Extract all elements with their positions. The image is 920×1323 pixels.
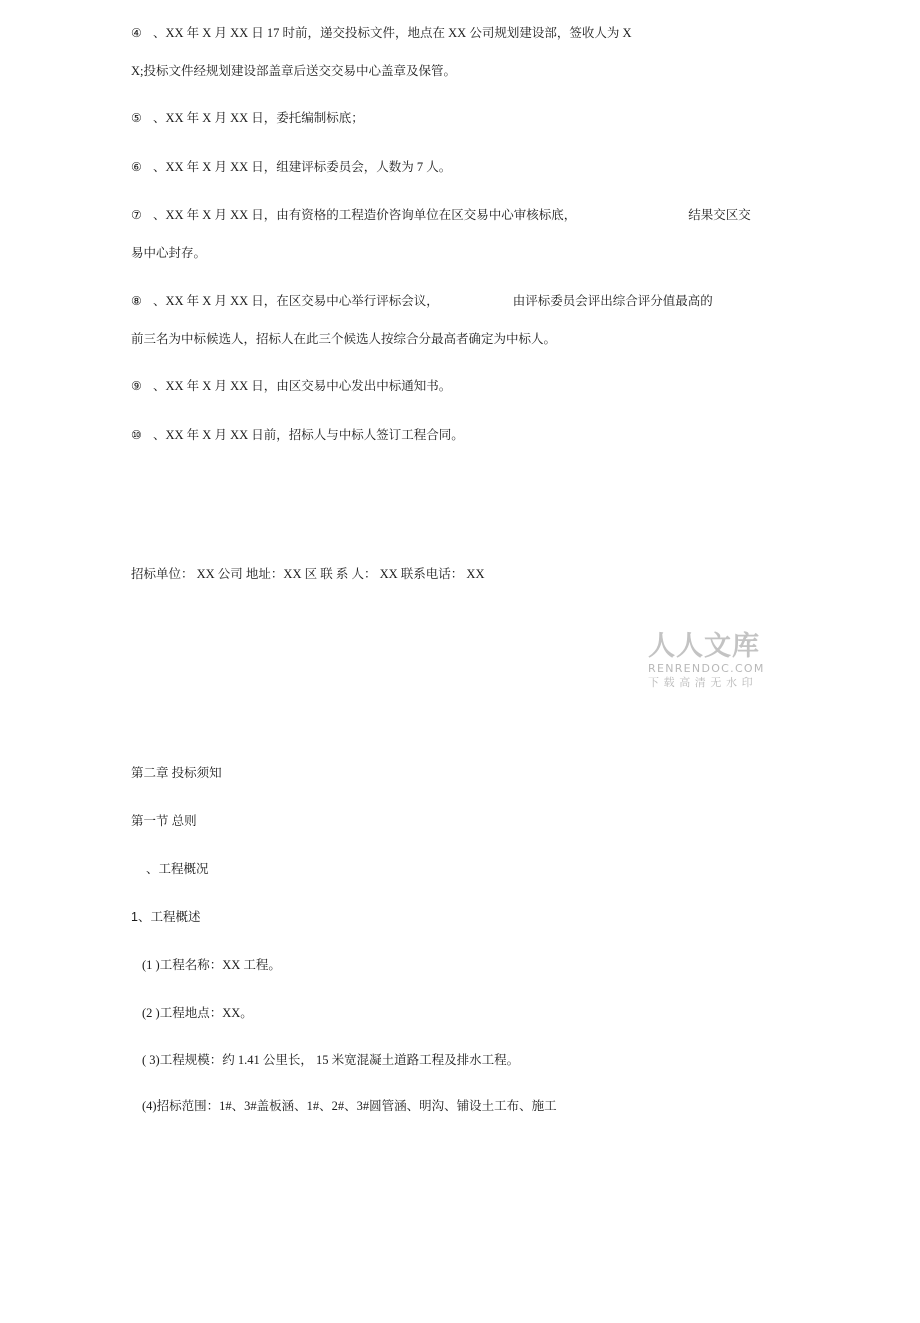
item-10-number: ⑩ [131, 428, 142, 442]
detail-project-location: (2 )工程地点：XX。 [142, 1006, 253, 1020]
detail-project-name: (1 )工程名称：XX 工程。 [142, 958, 281, 972]
item-4-continued [131, 63, 456, 79]
item-4 [131, 25, 631, 41]
section-title: 第一节 总则 [131, 814, 197, 828]
item-5 [131, 110, 364, 126]
contact-info: 招标单位： XX 公司 地址：XX 区 联 系 人： XX 联系电话： XX [131, 567, 485, 581]
item-4-number: ④ [131, 26, 142, 40]
item-6 [131, 159, 451, 175]
watermark-logo [648, 632, 772, 690]
item-7-continued-text: 易中心封存。 [131, 246, 207, 260]
item-8-continued [131, 331, 556, 347]
item-7-number: ⑦ [131, 208, 142, 222]
item-7-continued [131, 245, 206, 261]
item-8-number: ⑧ [131, 294, 142, 308]
item-6-text: 、XX 年 X 月 XX 日，组建评标委员会，人数为 7 人。 [153, 160, 452, 174]
item-5-text: 、XX 年 X 月 XX 日，委托编制标底； [153, 111, 364, 125]
item-10-text: 、XX 年 X 月 XX 日前，招标人与中标人签订工程合同。 [153, 428, 464, 442]
item-9-number: ⑨ [131, 379, 142, 393]
item-8-continued-text: 前三名为中标候选人，招标人在此三个候选人按综合分最高者确定为中标人。 [131, 332, 557, 346]
item-7 [131, 207, 751, 223]
item-8-tail: 由评标委员会评出综合评分值最高的 [512, 294, 713, 308]
item-5-number: ⑤ [131, 111, 142, 125]
item-9-text: 、XX 年 X 月 XX 日，由区交易中心发出中标通知书。 [153, 379, 452, 393]
item-7-tail: 结果交区交 [688, 208, 751, 222]
chapter-title: 第二章 投标须知 [131, 766, 222, 780]
subsection-title: 、工程概况 [146, 862, 209, 876]
item-10 [131, 427, 464, 443]
item-7-text: 、XX 年 X 月 XX 日，由有资格的工程造价咨询单位在区交易中心审核标底， [153, 208, 577, 222]
watermark-url: RENRENDOC.COM [648, 662, 765, 675]
watermark-title: 人人文库 [648, 631, 760, 662]
item-9 [131, 378, 451, 394]
detail-bid-scope: (4)招标范围：1#、3#盖板涵、1#、2#、3#圆管涵、明沟、铺设土工布、施工 [142, 1099, 557, 1113]
item-8-text: 、XX 年 X 月 XX 日，在区交易中心举行评标会议， [153, 294, 439, 308]
heading-overview: 1、工程概述 [131, 910, 201, 924]
item-4-continued-text: X;投标文件经规划建设部盖章后送交交易中心盖章及保管。 [131, 64, 457, 78]
item-6-number: ⑥ [131, 160, 142, 174]
watermark-subtitle: 下载高清无水印 [648, 676, 758, 689]
item-8 [131, 293, 713, 309]
detail-project-scale: ( 3)工程规模：约 1.41 公里长， 15 米宽混凝土道路工程及排水工程。 [142, 1053, 520, 1067]
item-4-text: 、XX 年 X 月 XX 日 17 时前，递交投标文件，地点在 XX 公司规划建设部，签收人为 X [153, 26, 632, 40]
